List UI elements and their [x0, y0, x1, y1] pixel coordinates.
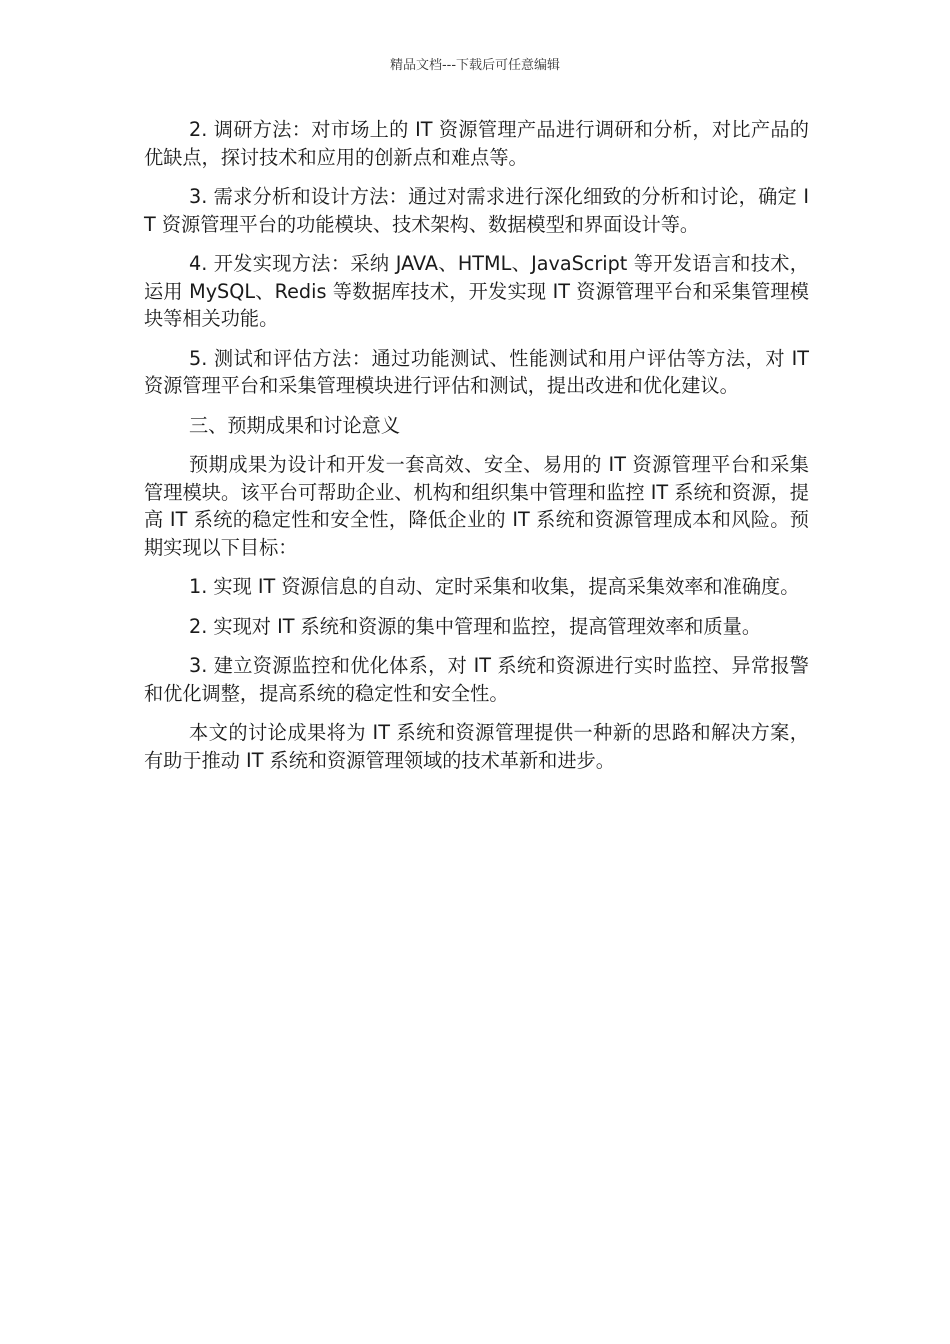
paragraph-research-method: 2. 调研方法：对市场上的 IT 资源管理产品进行调研和分析，对比产品的优缺点，探讨技术和应用的创新点和难点等。 — [144, 118, 809, 169]
paragraph-goal-1: 1. 实现 IT 资源信息的自动、定时采集和收集，提高采集效率和准确度。 — [189, 575, 800, 598]
section-heading-expected-results: 三、预期成果和讨论意义 — [189, 413, 401, 437]
paragraph-goal-3: 3. 建立资源监控和优化体系，对 IT 系统和资源进行实时监控、异常报警和优化调整，提高系统的稳定性和安全性。 — [144, 654, 809, 705]
paragraph-testing-method: 5. 测试和评估方法：通过功能测试、性能测试和用户评估等方法，对 IT 资源管理平台和采集管理模块进行评估和测试，提出改进和优化建议。 — [144, 346, 809, 397]
paragraph-conclusion: 本文的讨论成果将为 IT 系统和资源管理提供一种新的思路和解决方案，有助于推动 IT 系统和资源管理领域的技术革新和进步。 — [144, 721, 809, 772]
paragraph-goal-2: 2. 实现对 IT 系统和资源的集中管理和监控，提高管理效率和质量。 — [189, 614, 762, 638]
paragraph-development-method: 4. 开发实现方法：采纳 JAVA、HTML、JavaScript 等开发语言和技术，运用 MySQL、Redis 等数据库技术，开发实现 IT 资源管理平台和采集管理模块等相关功能。 — [144, 252, 809, 330]
paragraph-expected-results: 预期成果为设计和开发一套高效、安全、易用的 IT 资源管理平台和采集管理模块。该平台可帮助企业、机构和组织集中管理和监控 IT 系统和资源，提高 IT 系统的稳定性和安全性，降低企业的 IT 系统和资源管理成本和风险。预期实现以下目标： — [144, 453, 809, 559]
document-body — [144, 116, 809, 786]
page-header: 精品文档---下载后可任意编辑 — [389, 58, 561, 73]
paragraph-requirements-design-method: 3. 需求分析和设计方法：通过对需求进行深化细致的分析和讨论，确定 IT 资源管理平台的功能模块、技术架构、数据模型和界面设计等。 — [144, 185, 809, 236]
